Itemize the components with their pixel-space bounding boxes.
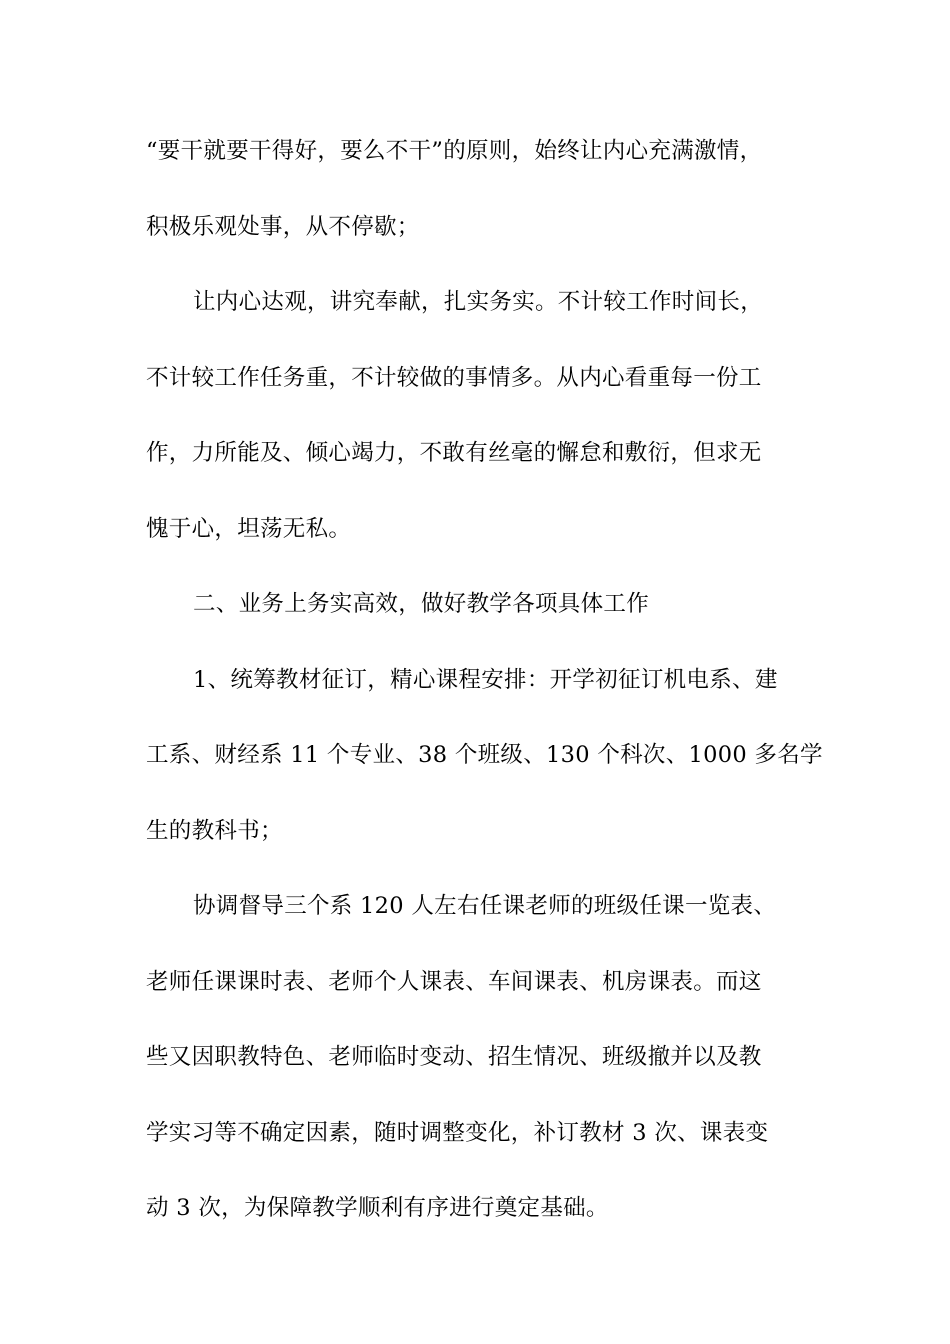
section-heading: 二、业务上务实高效，做好教学各项具体工作	[193, 591, 650, 617]
text-line-10: 生的教科书；	[146, 817, 283, 844]
text-line-12: 老师任课课时表、老师个人课表、车间课表、机房课表。而这	[146, 968, 762, 995]
text-line-3: 让内心达观，讲究奉献，扎实务实。不计较工作时间长，	[193, 289, 764, 315]
text-line-5: 作，力所能及、倾心竭力，不敢有丝毫的懈怠和敷衍，但求无	[146, 440, 762, 466]
text-line-4: 不计较工作任务重，不计较做的事情多。从内心看重每一份工	[146, 364, 762, 391]
text-line-14: 学实习等不确定因素，随时调整变化，补订教材 3 次、课表变	[146, 1119, 769, 1146]
text-line-8: 1、统筹教材征订，精心课程安排：开学初征订机电系、建	[193, 666, 778, 693]
text-line-2: 积极乐观处事，从不停歇；	[146, 213, 420, 240]
text-line-1: “要干就要干得好，要么不干”的原则，始终让内心充满激情，	[146, 138, 763, 164]
text-line-13: 些又因职教特色、老师临时变动、招生情况、班级撤并以及教	[146, 1044, 762, 1070]
text-line-11: 协调督导三个系 120 人左右任课老师的班级任课一览表、	[193, 893, 777, 919]
document-body	[146, 127, 823, 1260]
text-line-6: 愧于心，坦荡无私。	[146, 515, 352, 542]
text-line-15: 动 3 次，为保障教学顺利有序进行奠定基础。	[146, 1195, 609, 1221]
text-line-9: 工系、财经系 11 个专业、38 个班级、130 个科次、1000 多名学	[146, 742, 823, 768]
